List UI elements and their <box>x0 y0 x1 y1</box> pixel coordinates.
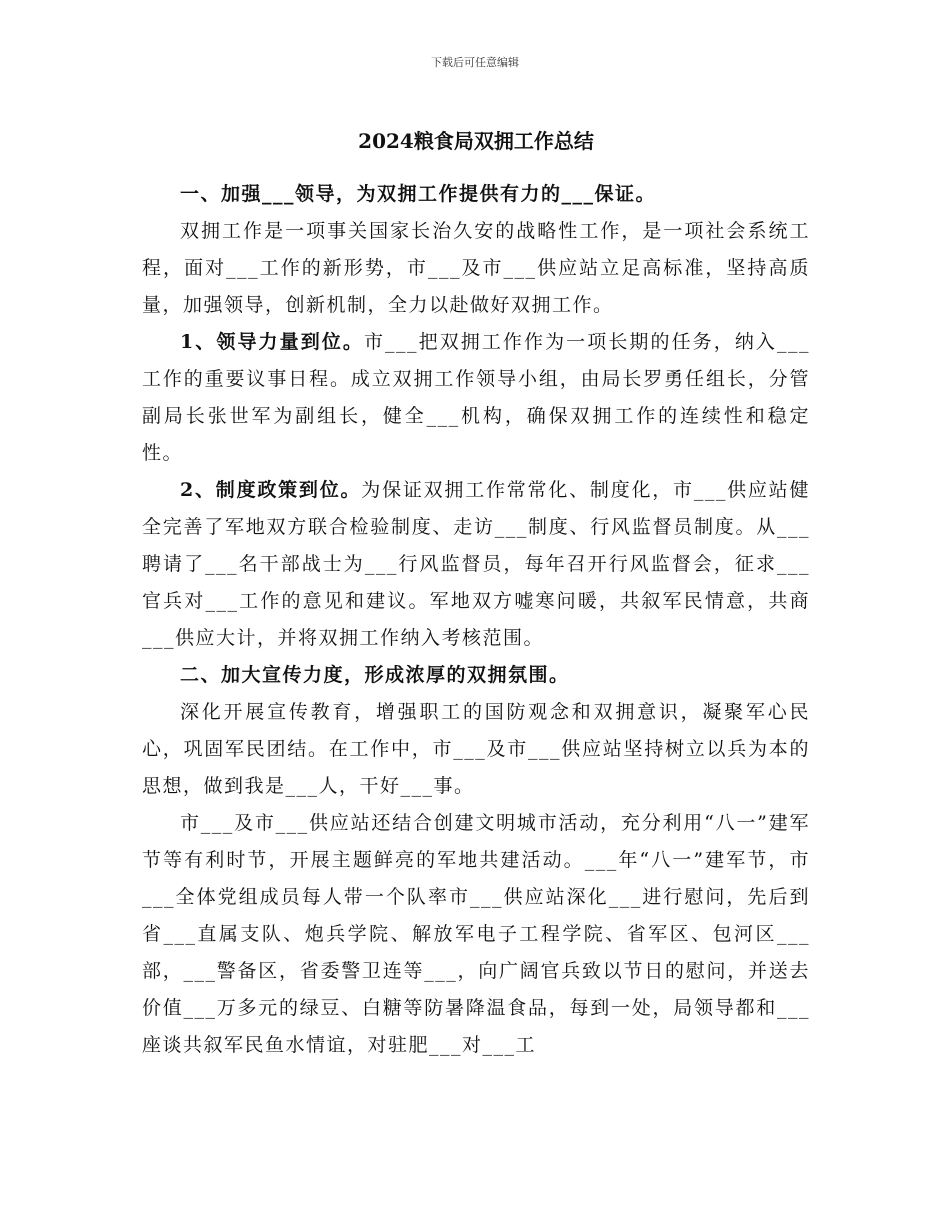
paragraph-1: 双拥工作是一项事关国家长治久安的战略性工作，是一项社会系统工程，面对___工作的新形势，市___及市___供应站立足高标准，坚持高质量，加强领导，创新机制，全力以赴做好双拥工作。 <box>142 220 810 316</box>
paragraph-3 <box>142 472 810 657</box>
section-heading-1: 一、加强___领导，为双拥工作提供有力的___保证。 <box>180 183 657 205</box>
document-body <box>142 124 810 1064</box>
paragraph-4: 深化开展宣传教育，增强职工的国防观念和双拥意识，凝聚军心民心，巩固军民团结。在工作中，市___及市___供应站坚持树立以兵为本的思想，做到我是___人，干好___事。 <box>142 701 810 797</box>
document-title: 2024粮食局双拥工作总结 <box>358 129 594 153</box>
paragraph-2-lead: 1、领导力量到位。 <box>180 331 364 353</box>
paragraph-2-body: 市___把双拥工作作为一项长期的任务，纳入___工作的重要议事日程。成立双拥工作领导小组，由局长罗勇任组长，分管副局长张世军为副组长，健全___机构，确保双拥工作的连续性和稳定性。 <box>142 331 810 464</box>
paragraph-5: 市___及市___供应站还结合创建文明城市活动，充分利用“八一”建军节等有利时节，开展主题鲜亮的军地共建活动。___年“八一”建军节，市___全体党组成员每人带一个队率市___供应站深化___进行慰问，先后到省___直属支队、炮兵学院、解放军电子工程学院、省军区、包河区___部，___警备区，省委警卫连等___，向广阔官兵致以节日的慰问，并送去价值___万多元的绿豆、白糖等防暑降温食品，每到一处，局领导都和___座谈共叙军民鱼水情谊，对驻肥___对___工 <box>142 812 810 1056</box>
paragraph-3-lead: 2、制度政策到位。 <box>180 479 362 501</box>
section-heading-2: 二、加大宣传力度，形成浓厚的双拥氛围。 <box>180 664 570 686</box>
paragraph-3-body: 为保证双拥工作常常化、制度化，市___供应站健全完善了军地双方联合检验制度、走访___制度、行风监督员制度。从___聘请了___名干部战士为___行风监督员，每年召开行风监督会，征求___官兵对___工作的意见和建议。军地双方嘘寒问暖，共叙军民情意，共商___供应大计，并将双拥工作纳入考核范围。 <box>142 479 810 649</box>
paragraph-2 <box>142 324 810 472</box>
header-note: 下载后可任意编辑 <box>431 56 519 69</box>
